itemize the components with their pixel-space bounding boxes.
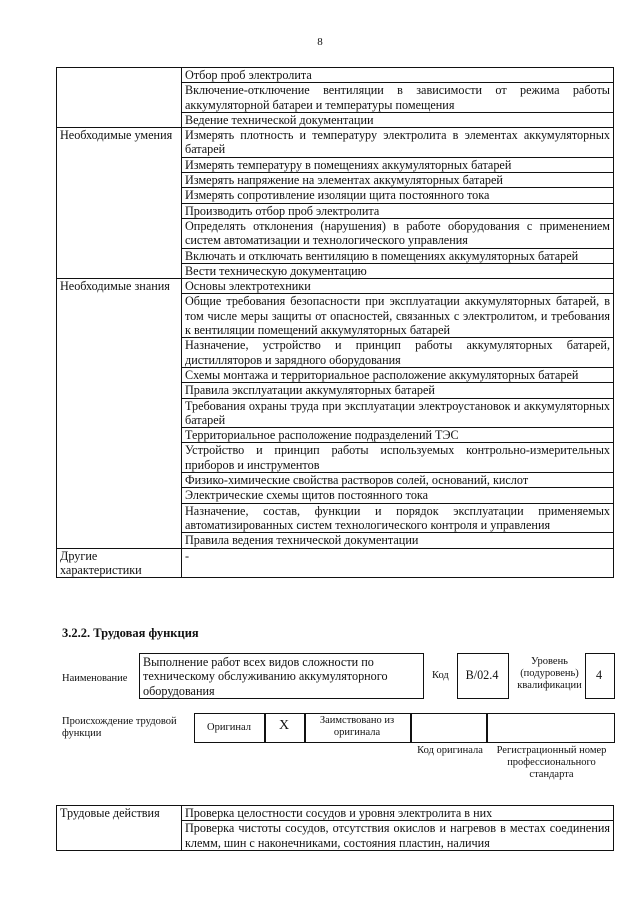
table-cell: Назначение, состав, функции и порядок эксплуатации применяемых автоматизированных систем технологического контроля и управления [182,503,614,533]
original-mark: X [278,718,290,733]
name-value: Выполнение работ всех видов сложности по техническому обслуживанию аккумуляторного оборудования [143,655,388,698]
table-cell: Правила ведения технической документации [182,533,614,548]
table-cell: Требования охраны труда при эксплуатации электроустановок и аккумуляторных батарей [182,398,614,428]
table-cell: Измерять сопротивление изоляции щита постоянного тока [182,188,614,203]
labor-actions-table [56,805,614,851]
table-cell: Отбор проб электролита [182,68,614,83]
code-original-label: Код оригинала [417,745,483,756]
reg-number-box [486,713,615,743]
page-number: 8 [317,36,323,48]
table-cell: Вести техническую документацию [182,263,614,278]
name-label: Наименование [62,673,128,684]
empty-label-cell [57,68,182,128]
table-cell: Включение-отключение вентиляции в зависимости от режима работы аккумуляторной батареи и температуры помещения [182,83,614,113]
table-cell: Измерять плотность и температуру электролита в элементах аккумуляторных батарей [182,128,614,158]
table-row [57,548,614,578]
table-row [57,279,614,294]
table-cell: Включать и отключать вентиляцию в помещениях аккумуляторных батарей [182,248,614,263]
labor-actions-label: Трудовые действия [57,806,182,851]
table-cell: Ведение технической документации [182,112,614,127]
table-cell: Основы электротехники [182,279,614,294]
table-cell: Проверка чистоты сосудов, отсутствия окислов и нагревов в местах соединения клемм, шин с наконечниками, состояния пластин, наличия [182,821,614,851]
table-row [57,806,614,821]
table-cell: Устройство и принцип работы используемых контрольно-измерительных приборов и инструментов [182,443,614,473]
table-cell: Электрические схемы щитов постоянного тока [182,488,614,503]
table-cell: Проверка целостности сосудов и уровня электролита в них [182,806,614,821]
table-cell: Общие требования безопасности при эксплуатации аккумуляторных батарей, в том числе меры защиты от опасностей, связанных с электролитом, и требования к вентиляции помещений аккумуляторных батарей [182,294,614,338]
table-row [57,128,614,158]
table-cell: Определять отклонения (нарушения) в работе оборудования с применением систем автоматизации и технологического управления [182,218,614,248]
table-cell: Назначение, устройство и принцип работы аккумуляторных батарей, дистилляторов и зарядного оборудования [182,338,614,368]
origin-label: Происхождение трудовой функции [62,716,177,739]
table-row [57,68,614,83]
code-original-box [410,713,488,743]
section-title: 3.2.2. Трудовая функция [62,626,199,640]
table-cell: Измерять напряжение на элементах аккумуляторных батарей [182,173,614,188]
code-label: Код [432,670,449,681]
table-cell: Измерять температуру в помещениях аккумуляторных батарей [182,157,614,172]
table-cell: Правила эксплуатации аккумуляторных батарей [182,383,614,398]
skills-label: Необходимые умения [57,128,182,279]
table-cell: Физико-химические свойства растворов солей, оснований, кислот [182,473,614,488]
reg-number-label: Регистрационный номер профессионального стандарта [496,745,607,780]
table-cell: Территориальное расположение подразделений ТЭС [182,428,614,443]
knowledge-label: Необходимые знания [57,279,182,548]
code-value: B/02.4 [465,668,499,682]
table-cell: Схемы монтажа и территориальное расположение аккумуляторных батарей [182,367,614,382]
level-value: 4 [595,668,603,682]
original-label: Оригинал [207,722,251,733]
competency-table [56,67,614,578]
level-label: Уровень (подуровень) квалификации [517,656,582,691]
other-value: - [182,548,614,578]
table-cell: Производить отбор проб электролита [182,203,614,218]
borrowed-label: Заимствовано из оригинала [319,715,395,738]
other-label: Другие характеристики [57,548,182,578]
